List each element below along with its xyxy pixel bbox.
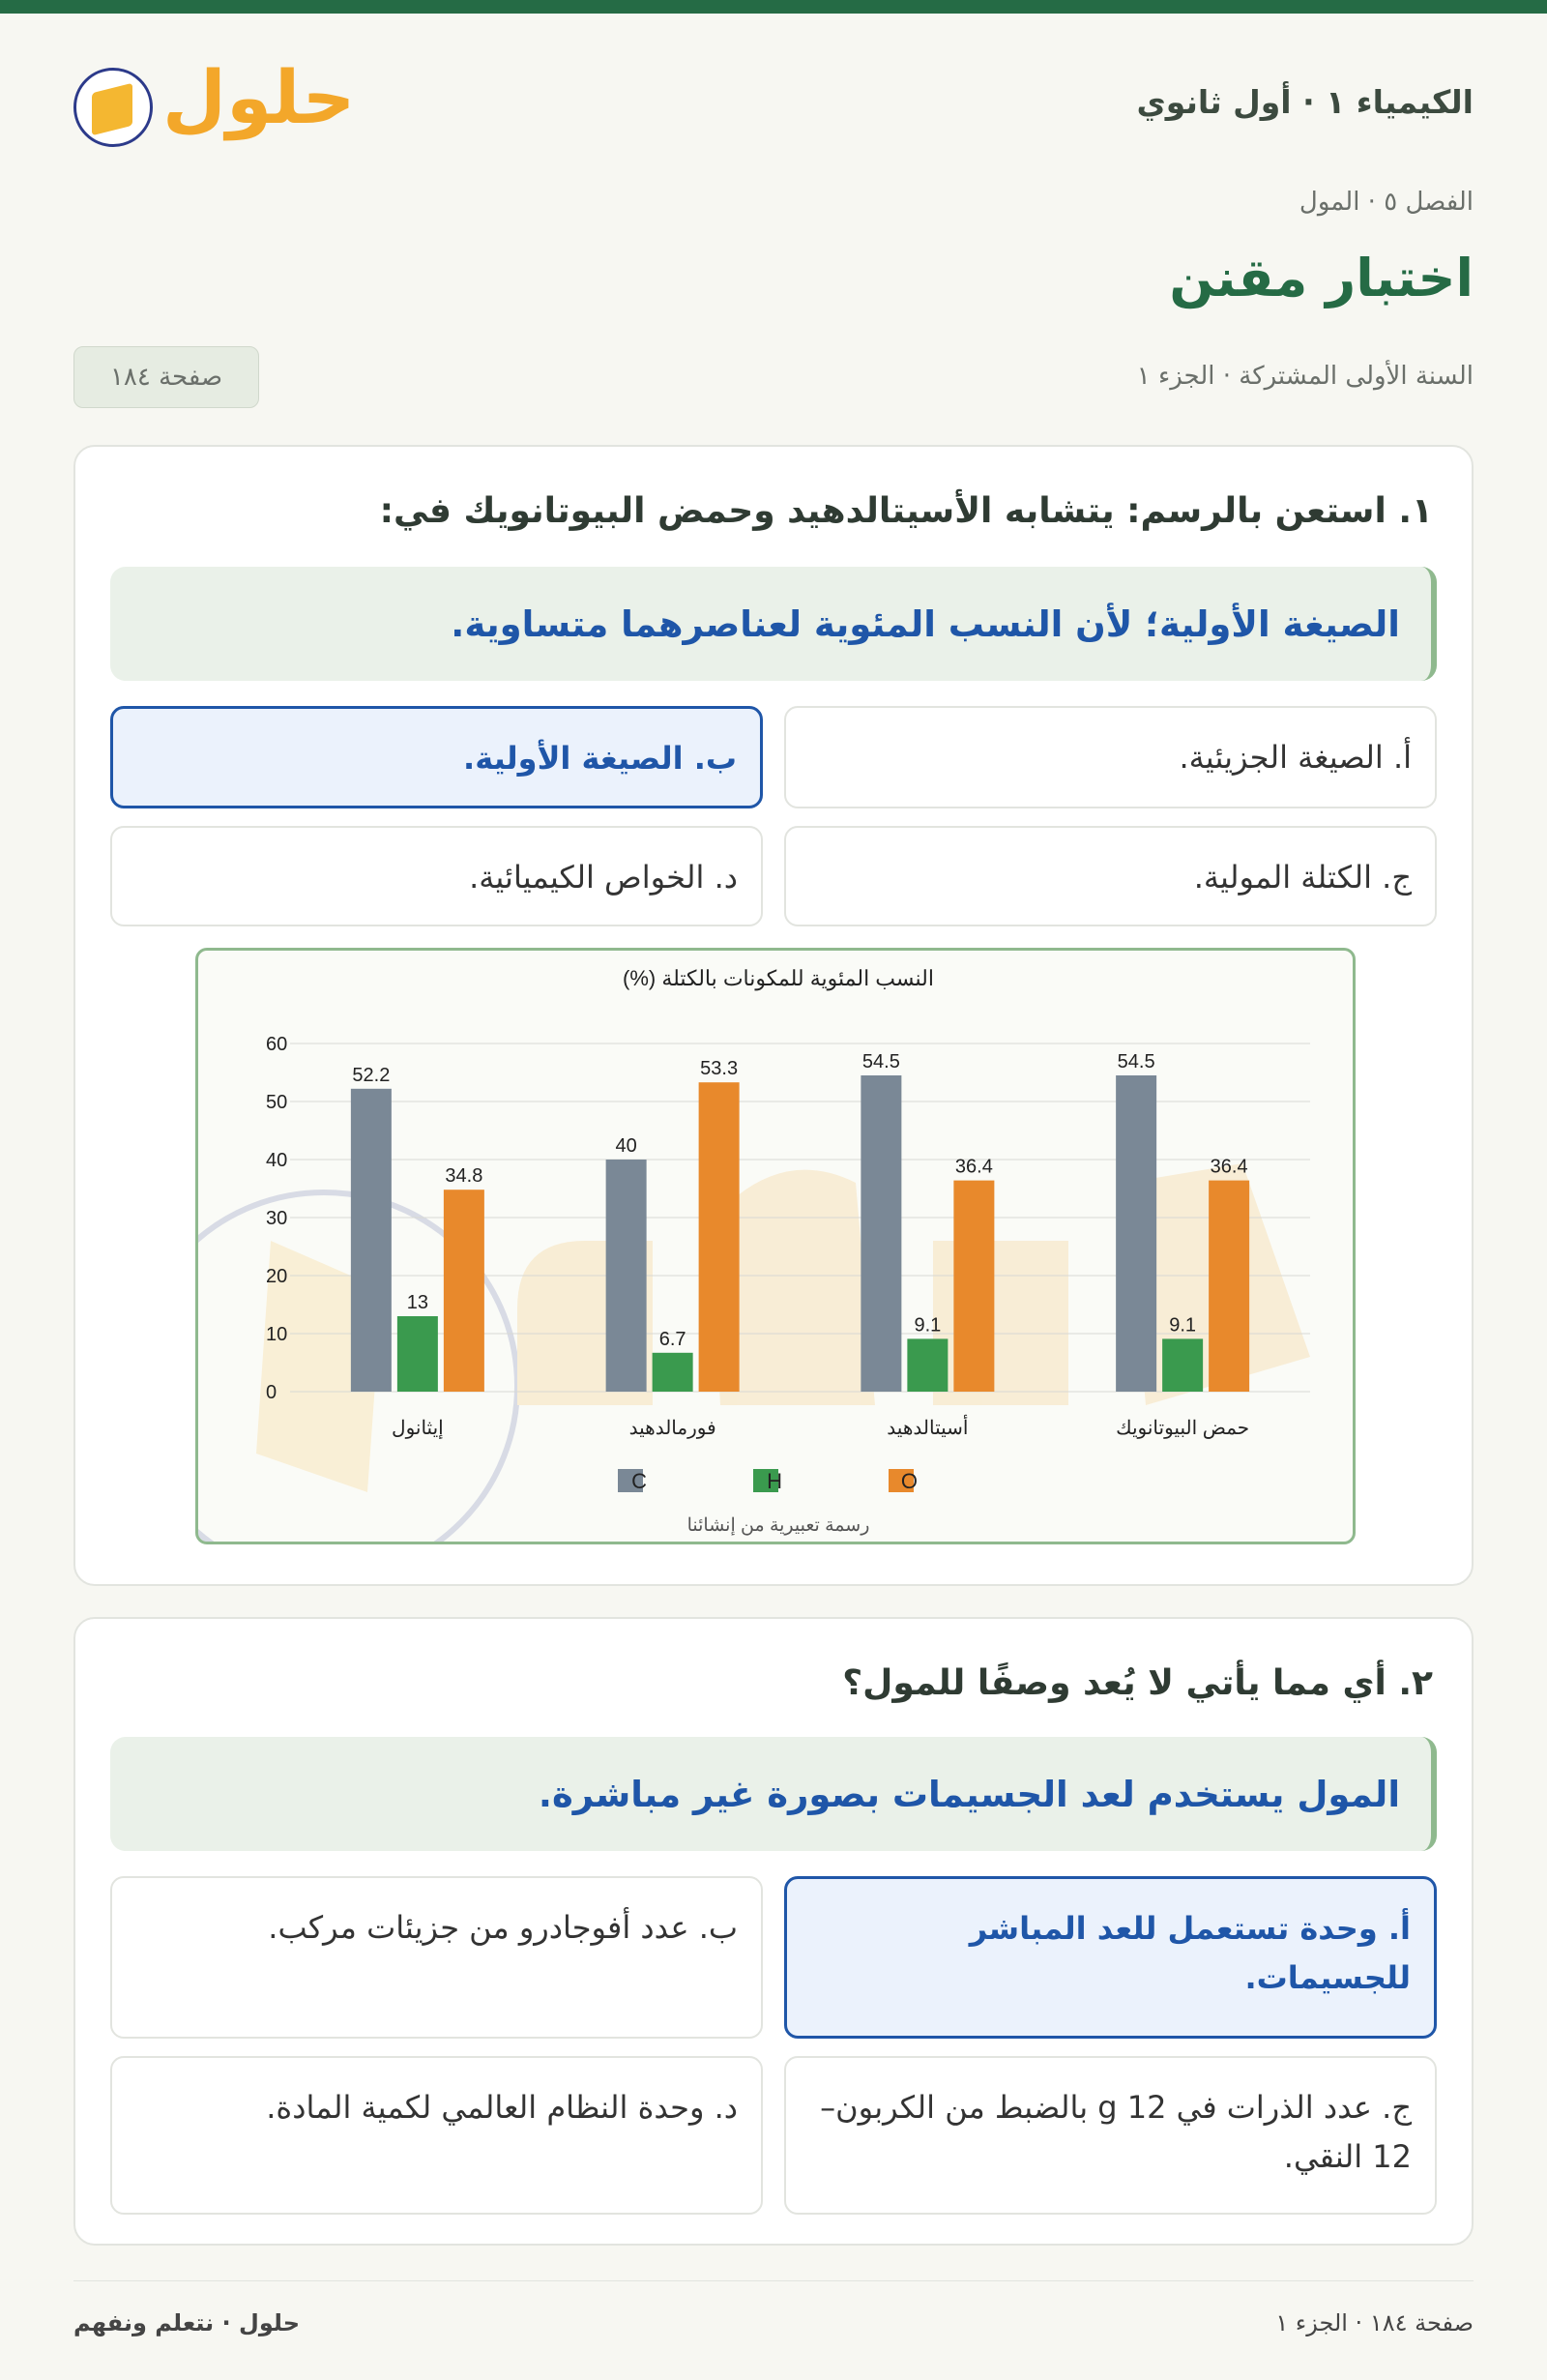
- data-label: 6.7: [658, 1328, 686, 1350]
- question-title: ٢. أي مما يأتي لا يُعد وصفًا للمول؟: [842, 1663, 1433, 1703]
- edition-label: السنة الأولى المشتركة · الجزء ١: [1136, 362, 1474, 391]
- x-tick-label: فورمالدهيد: [628, 1418, 716, 1439]
- data-label: 36.4: [954, 1156, 993, 1178]
- chapter-label: الفصل ٥ · المول: [1299, 188, 1474, 217]
- footer-page-info: صفحة ١٨٤ · الجزء ١: [1275, 2309, 1474, 2336]
- y-tick-label: 40: [266, 1150, 288, 1171]
- option-d[interactable]: د. وحدة النظام العالمي لكمية المادة.: [110, 2056, 763, 2215]
- answer-box: الصيغة الأولية؛ لأن النسب المئوية لعناصرهما متساوية.: [110, 567, 1437, 681]
- y-tick-label: 10: [266, 1324, 288, 1345]
- y-tick-label: 30: [266, 1208, 288, 1229]
- bar-O: [699, 1082, 740, 1392]
- y-tick-label: 60: [266, 1034, 288, 1055]
- logo-text: حلول: [162, 54, 356, 140]
- chart-title: النسب المئوية للمكونات بالكتلة (%): [623, 966, 934, 990]
- bar-H: [397, 1316, 438, 1392]
- bar-O: [953, 1181, 994, 1392]
- data-label: 52.2: [352, 1064, 391, 1086]
- x-tick-label: أسيتالدهيد: [887, 1418, 969, 1439]
- footer-brand: حلول · نتعلم ونفهم: [73, 2309, 300, 2336]
- course-title: الكيمياء ١ · أول ثانوي: [1136, 83, 1474, 121]
- data-label: 54.5: [861, 1051, 900, 1072]
- question-title: ١. استعن بالرسم: يتشابه الأسيتالدهيد وحمض البيوتانويك في:: [379, 491, 1433, 531]
- bar-H: [653, 1353, 693, 1392]
- option-a-selected[interactable]: أ. وحدة تستعمل للعد المباشر للجسيمات.: [784, 1876, 1437, 2039]
- x-tick-label: حمض البيوتانويك: [1116, 1418, 1250, 1439]
- x-tick-label: إيثانول: [392, 1418, 444, 1439]
- y-tick-label: 20: [266, 1266, 288, 1287]
- book-icon: [92, 83, 132, 135]
- data-label: 9.1: [1169, 1314, 1197, 1337]
- y-tick-label: 0: [266, 1382, 277, 1403]
- data-label: 53.3: [700, 1058, 739, 1080]
- data-label: 9.1: [914, 1314, 942, 1337]
- bar-H: [1162, 1338, 1203, 1392]
- question-card-2: [73, 1617, 1474, 2246]
- bar-C: [1116, 1075, 1156, 1392]
- option-a[interactable]: أ. الصيغة الجزيئية.: [784, 706, 1437, 808]
- bar-H: [907, 1338, 948, 1392]
- option-b-selected[interactable]: ب. الصيغة الأولية.: [110, 706, 763, 808]
- bar-O: [1209, 1181, 1249, 1392]
- y-tick-label: 50: [266, 1092, 288, 1113]
- data-label: 34.8: [445, 1165, 483, 1188]
- option-c[interactable]: ج. عدد الذرات في g 12 بالضبط من الكربون–12 النقي.: [784, 2056, 1437, 2215]
- data-label: 40: [615, 1135, 637, 1157]
- data-label: 54.5: [1117, 1051, 1155, 1072]
- footer-divider: [73, 2280, 1474, 2281]
- bar-C: [861, 1075, 901, 1392]
- option-b[interactable]: ب. عدد أفوجادرو من جزيئات مركب.: [110, 1876, 763, 2039]
- option-d[interactable]: د. الخواص الكيميائية.: [110, 826, 763, 926]
- chart-caption: رسمة تعبيرية من إنشائنا: [686, 1515, 870, 1536]
- legend-label-O: O: [900, 1469, 918, 1493]
- page-header: [73, 54, 1474, 155]
- logo[interactable]: [73, 54, 356, 155]
- top-accent-bar: [0, 0, 1547, 14]
- page-title: اختبار مقنن: [1169, 248, 1474, 309]
- bar-C: [606, 1160, 647, 1392]
- option-c[interactable]: ج. الكتلة المولية.: [784, 826, 1437, 926]
- logo-emblem-icon: [73, 68, 153, 147]
- bar-chart-svg: [198, 951, 1356, 1544]
- bar-O: [444, 1190, 484, 1392]
- legend-label-C: C: [631, 1469, 647, 1493]
- data-label: 13: [406, 1292, 428, 1313]
- bar-C: [351, 1089, 392, 1392]
- data-label: 36.4: [1210, 1156, 1248, 1178]
- page-number-badge: صفحة ١٨٤: [73, 346, 259, 408]
- question-card-1: [73, 445, 1474, 1586]
- percent-composition-chart: [195, 948, 1356, 1544]
- answer-box: المول يستخدم لعد الجسيمات بصورة غير مباشرة.: [110, 1737, 1437, 1851]
- legend-label-H: H: [767, 1469, 782, 1493]
